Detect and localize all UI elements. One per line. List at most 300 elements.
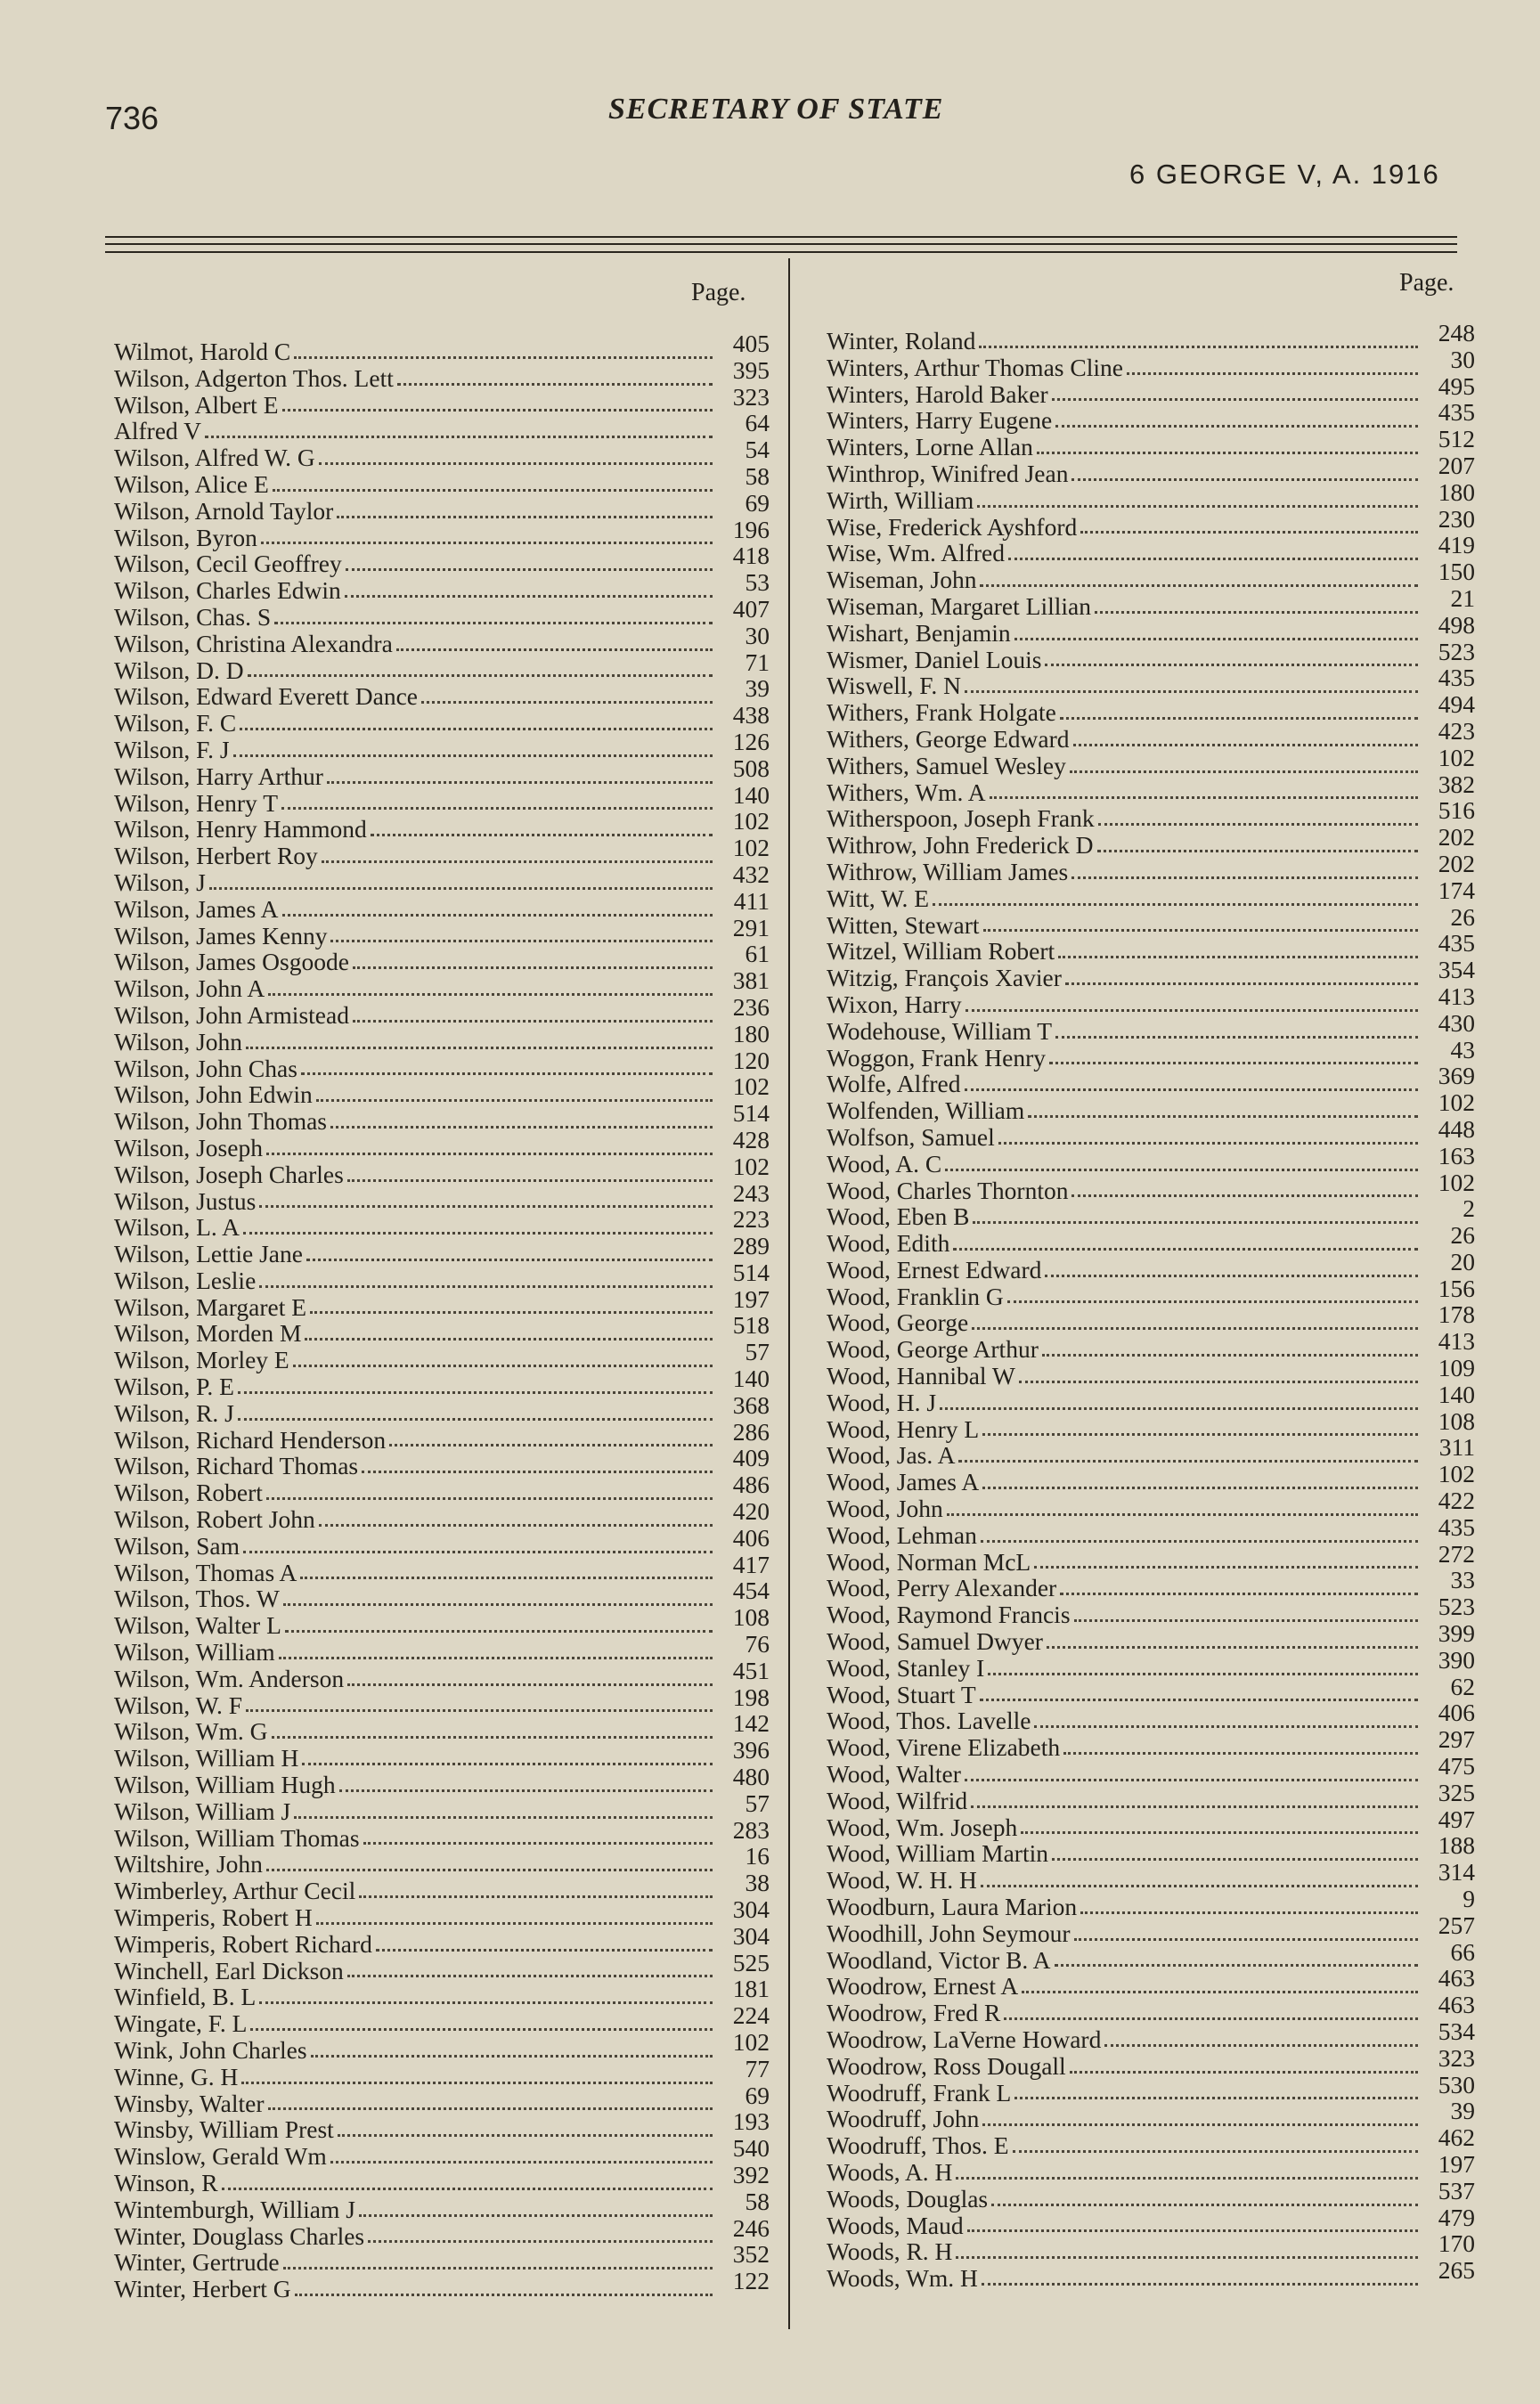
- index-entry: [114, 1948, 770, 1984]
- index-entry: [827, 1911, 1475, 1947]
- entry-page-number: 423: [1438, 716, 1475, 745]
- entry-page-number: 243: [732, 1178, 770, 1207]
- entry-name: Wolfenden, William: [827, 1096, 1025, 1125]
- index-entry: [114, 1390, 770, 1427]
- index-entry: [114, 1842, 770, 1878]
- dot-leader: [973, 1221, 1418, 1224]
- dot-leader: [266, 1869, 713, 1871]
- dot-leader: [363, 1842, 713, 1845]
- entry-name: Witt, W. E: [827, 884, 930, 912]
- entry-name: Winters, Harry Eugene: [827, 406, 1053, 435]
- entry-page-number: 102: [732, 834, 770, 862]
- entry-page-number: 314: [1438, 1858, 1475, 1887]
- index-entry: [114, 1683, 770, 1719]
- dot-leader: [205, 436, 713, 438]
- dot-leader: [967, 2229, 1418, 2232]
- dot-leader: [322, 860, 713, 863]
- entry-page-number: 26: [1450, 1221, 1475, 1250]
- entry-name: Wood, James A: [827, 1468, 980, 1496]
- entry-name: Witherspoon, Joseph Frank: [827, 804, 1095, 833]
- dot-leader: [953, 1248, 1418, 1251]
- index-entry: [827, 770, 1475, 806]
- entry-name: Wiswell, F. N: [827, 672, 961, 700]
- header-rule: [105, 243, 1457, 245]
- index-entry: [827, 1672, 1475, 1708]
- entry-page-number: 38: [745, 1869, 770, 1897]
- index-entry: [114, 1895, 770, 1932]
- entry-page-number: 486: [732, 1471, 770, 1499]
- entry-page-number: 257: [1438, 1911, 1475, 1939]
- dot-leader: [982, 2123, 1418, 2126]
- entry-name: Wood, Franklin G: [827, 1282, 1004, 1310]
- entry-name: Wirth, William: [827, 485, 974, 514]
- entry-name: Winsby, Walter: [114, 2089, 265, 2117]
- entry-page-number: 448: [1438, 1114, 1475, 1143]
- dot-leader: [389, 1444, 713, 1446]
- entry-name: Wilson, Richard Henderson: [114, 1425, 387, 1454]
- entry-name: Wilson, Adgerton Thos. Lett: [114, 363, 394, 392]
- index-entry: [827, 956, 1475, 992]
- dot-leader: [259, 2001, 713, 2004]
- dot-leader: [991, 2204, 1418, 2206]
- dot-leader: [330, 2161, 713, 2164]
- entry-name: Wilson, R. J: [114, 1398, 234, 1427]
- entry-page-number: 368: [732, 1390, 770, 1419]
- dot-leader: [1058, 956, 1418, 958]
- dot-leader: [981, 1540, 1418, 1543]
- dot-leader: [1008, 558, 1418, 560]
- entry-name: Wilson, John Thomas: [114, 1107, 328, 1136]
- entry-name: Wodehouse, William T: [827, 1016, 1053, 1045]
- entry-name: Wismer, Daniel Louis: [827, 645, 1042, 673]
- entry-page-number: 102: [732, 2028, 770, 2056]
- entry-name: Woods, Wm. H: [827, 2264, 978, 2293]
- entry-page-number: 102: [1438, 1088, 1475, 1117]
- entry-name: Wilson, Justus: [114, 1186, 257, 1215]
- index-entry: [827, 398, 1475, 435]
- index-entry: [114, 701, 770, 737]
- index-entry: [827, 1194, 1475, 1231]
- index-entry: [114, 940, 770, 976]
- entry-name: Wilson, Edward Everett Dance: [114, 682, 418, 711]
- index-entry: [827, 1752, 1475, 1789]
- index-entry: [827, 371, 1475, 408]
- index-entry: [114, 330, 770, 365]
- entry-name: Woodhill, John Seymour: [827, 1919, 1071, 1947]
- entry-name: Wood, George: [827, 1308, 969, 1337]
- dot-leader: [1073, 744, 1418, 746]
- entry-page-number: 16: [745, 1842, 770, 1870]
- entry-page-number: 463: [1438, 1991, 1475, 2019]
- entry-page-number: 54: [745, 436, 770, 464]
- index-entry: [114, 1311, 770, 1348]
- entry-page-number: 304: [732, 1895, 770, 1924]
- entry-page-number: 422: [1438, 1487, 1475, 1515]
- entry-name: Wiseman, Margaret Lillian: [827, 591, 1091, 620]
- entry-name: Woodrow, LaVerne Howard: [827, 2025, 1102, 2053]
- entry-name: Woggon, Frank Henry: [827, 1043, 1047, 1072]
- header-rule: [105, 251, 1457, 253]
- dot-leader: [359, 2214, 713, 2217]
- entry-page-number: 2: [1463, 1194, 1475, 1223]
- index-entry: [827, 451, 1475, 487]
- entry-name: Wilson, Cecil Geoffrey: [114, 550, 342, 578]
- entry-page-number: 223: [732, 1205, 770, 1234]
- dot-leader: [282, 914, 713, 917]
- entry-page-number: 508: [732, 754, 770, 782]
- dot-leader: [319, 1524, 713, 1527]
- entry-page-number: 30: [745, 621, 770, 649]
- dot-leader: [1042, 1354, 1418, 1357]
- dot-leader: [347, 1975, 713, 1977]
- entry-name: Wood, Raymond Francis: [827, 1601, 1071, 1629]
- dot-leader: [396, 648, 713, 651]
- index-entry: [114, 382, 770, 419]
- dot-leader: [1028, 1115, 1418, 1118]
- entry-page-number: 202: [1438, 823, 1475, 852]
- index-entry: [827, 1168, 1475, 1204]
- entry-page-number: 122: [732, 2267, 770, 2295]
- dot-leader: [990, 796, 1418, 799]
- entry-name: Wilson, Joseph Charles: [114, 1160, 344, 1188]
- entry-name: Wilson, William: [114, 1638, 275, 1667]
- dot-leader: [330, 940, 713, 942]
- dot-leader: [371, 834, 713, 836]
- entry-page-number: 126: [732, 727, 770, 755]
- entry-name: Wood, Thos. Lavelle: [827, 1707, 1031, 1735]
- entry-name: Winters, Lorne Allan: [827, 433, 1033, 461]
- index-entry: [827, 2097, 1475, 2133]
- entry-name: Wishart, Benjamin: [827, 618, 1011, 647]
- entry-page-number: 102: [1438, 1460, 1475, 1488]
- dot-leader: [274, 622, 713, 624]
- dot-leader: [947, 1513, 1418, 1516]
- entry-page-number: 497: [1438, 1805, 1475, 1833]
- index-entry: [827, 743, 1475, 779]
- dot-leader: [1045, 664, 1418, 666]
- entry-name: Winne, G. H: [114, 2062, 239, 2090]
- entry-page-number: 57: [745, 1338, 770, 1366]
- dot-leader: [1060, 1593, 1418, 1595]
- dot-leader: [983, 929, 1419, 932]
- index-entry: [827, 1274, 1475, 1310]
- entry-name: Wood, Perry Alexander: [827, 1574, 1057, 1602]
- entry-page-number: 197: [732, 1284, 770, 1313]
- entry-name: Withers, Wm. A: [827, 778, 986, 806]
- dot-leader: [345, 595, 713, 598]
- dot-leader: [1055, 1964, 1418, 1967]
- entry-page-number: 197: [1438, 2149, 1475, 2178]
- entry-name: Winter, Gertrude: [114, 2248, 280, 2277]
- entry-page-number: 475: [1438, 1752, 1475, 1781]
- index-entry: [114, 1338, 770, 1374]
- dot-leader: [980, 1699, 1418, 1701]
- index-entry: [827, 1141, 1475, 1178]
- index-entry: [827, 2256, 1475, 2293]
- index-entry: [114, 2134, 770, 2171]
- entry-name: Winfield, B. L: [114, 1983, 257, 2011]
- dot-leader: [1013, 2150, 1418, 2153]
- entry-page-number: 120: [732, 1046, 770, 1074]
- dot-leader: [248, 674, 713, 677]
- dot-leader: [1074, 1619, 1418, 1622]
- index-entry: [114, 1736, 770, 1772]
- dot-leader: [302, 1763, 713, 1765]
- entry-name: Woods, Maud: [827, 2211, 964, 2239]
- dot-leader: [353, 966, 713, 969]
- index-entry: [827, 504, 1475, 541]
- dot-leader: [1127, 372, 1418, 375]
- entry-page-number: 33: [1450, 1566, 1475, 1594]
- entry-name: Wilson, Christina Alexandra: [114, 629, 393, 657]
- entry-name: Wilmot, Harold C: [114, 338, 291, 365]
- entry-name: Wolfe, Alfred: [827, 1070, 961, 1098]
- entry-name: Wood, Virene Elizabeth: [827, 1733, 1061, 1762]
- index-entry: [827, 1937, 1475, 1974]
- index-entry: [114, 542, 770, 578]
- page-column-heading-left: Page.: [691, 279, 746, 306]
- entry-name: Wilson, James Kenny: [114, 921, 328, 949]
- entry-page-number: 399: [1438, 1619, 1475, 1648]
- dot-leader: [338, 2134, 713, 2137]
- index-entry: [114, 1417, 770, 1454]
- entry-page-number: 382: [1438, 770, 1475, 798]
- dot-leader: [222, 2188, 713, 2190]
- index-entry: [827, 1035, 1475, 1072]
- entry-page-number: 390: [1438, 1645, 1475, 1674]
- entry-name: Wood, A. C: [827, 1149, 942, 1178]
- dot-leader: [1007, 1300, 1418, 1303]
- dot-leader: [285, 1630, 713, 1633]
- entry-name: Wilson, William H: [114, 1744, 299, 1772]
- entry-page-number: 246: [732, 2213, 770, 2242]
- index-entry: [114, 1975, 770, 2011]
- entry-page-number: 480: [732, 1763, 770, 1791]
- dot-leader: [1022, 1991, 1418, 1993]
- dot-leader: [1097, 850, 1418, 852]
- dot-leader: [243, 1232, 713, 1235]
- entry-page-number: 286: [732, 1417, 770, 1446]
- index-entry: [114, 1444, 770, 1480]
- entry-name: Wilson, Sam: [114, 1531, 240, 1560]
- index-entry: [114, 1019, 770, 1055]
- dot-leader: [1052, 398, 1418, 401]
- dot-leader: [1080, 1911, 1418, 1914]
- index-entry: [114, 1072, 770, 1109]
- index-entry: [114, 1205, 770, 1242]
- entry-name: Woodruff, John: [827, 2105, 980, 2133]
- entry-page-number: 102: [732, 807, 770, 835]
- index-entry: [114, 1365, 770, 1401]
- dot-leader: [241, 2082, 713, 2084]
- dot-leader: [1055, 1036, 1418, 1039]
- entry-name: Wilson, Leslie: [114, 1266, 257, 1294]
- entry-page-number: 430: [1438, 1008, 1475, 1037]
- index-entry: [827, 982, 1475, 1018]
- entry-name: Wixon, Harry: [827, 990, 962, 1018]
- entry-page-number: 170: [1438, 2229, 1475, 2258]
- entry-name: Winters, Harold Baker: [827, 379, 1048, 408]
- entry-name: Wilson, F. C: [114, 709, 237, 737]
- entry-page-number: 323: [732, 382, 770, 411]
- entry-page-number: 451: [732, 1656, 770, 1684]
- dot-leader: [316, 1922, 713, 1925]
- entry-page-number: 463: [1438, 1964, 1475, 1992]
- index-entry: [114, 992, 770, 1029]
- entry-name: Wood, Eben B: [827, 1202, 970, 1231]
- index-entry: [114, 1284, 770, 1321]
- index-entry: [114, 2187, 770, 2223]
- index-entry: [114, 621, 770, 657]
- dot-leader: [305, 1338, 713, 1341]
- entry-name: Wilson, William J: [114, 1797, 291, 1825]
- dot-leader: [283, 1603, 713, 1606]
- dot-leader: [238, 1391, 713, 1394]
- entry-name: Wood, Stuart T: [827, 1680, 976, 1708]
- dot-leader: [1104, 2044, 1418, 2047]
- index-entry: [114, 1869, 770, 1905]
- dot-leader: [940, 1407, 1418, 1410]
- index-entry: [827, 1062, 1475, 1098]
- entry-name: Wood, Samuel Dwyer: [827, 1627, 1043, 1656]
- dot-leader: [1034, 1725, 1418, 1728]
- entry-page-number: 297: [1438, 1725, 1475, 1754]
- dot-leader: [421, 701, 713, 704]
- index-entry: [114, 2267, 770, 2303]
- index-entry: [114, 1099, 770, 1136]
- entry-page-number: 418: [732, 542, 770, 570]
- dot-leader: [294, 356, 713, 359]
- dot-leader: [266, 1497, 713, 1500]
- entry-page-number: 413: [1438, 1327, 1475, 1356]
- index-entry: [827, 2176, 1475, 2212]
- entry-page-number: 352: [732, 2240, 770, 2269]
- index-entry: [114, 2081, 770, 2117]
- entry-name: Wise, Wm. Alfred: [827, 539, 1006, 567]
- entry-page-number: 494: [1438, 690, 1475, 719]
- entry-page-number: 289: [732, 1232, 770, 1260]
- entry-page-number: 523: [1438, 637, 1475, 665]
- dot-leader: [259, 1205, 713, 1208]
- entry-page-number: 224: [732, 2001, 770, 2030]
- entry-page-number: 102: [732, 1152, 770, 1180]
- entry-name: Wilson, William Thomas: [114, 1823, 360, 1852]
- dot-leader: [306, 1259, 713, 1261]
- entry-name: Wilson, Robert John: [114, 1505, 315, 1534]
- index-entry: [827, 2123, 1475, 2160]
- entry-name: Wilson, D. D: [114, 656, 244, 684]
- index-entry: [827, 637, 1475, 673]
- entry-page-number: 196: [732, 515, 770, 543]
- entry-page-number: 150: [1438, 558, 1475, 586]
- entry-name: Wilson, Henry T: [114, 788, 278, 817]
- entry-page-number: 236: [732, 992, 770, 1021]
- dot-leader: [330, 1126, 713, 1129]
- page-column-heading-right: Page.: [1399, 269, 1454, 297]
- entry-page-number: 140: [1438, 1380, 1475, 1408]
- dot-leader: [293, 1365, 713, 1367]
- index-entry: [114, 1656, 770, 1692]
- entry-name: Wilson, Margaret E: [114, 1292, 307, 1321]
- index-entry: [827, 1433, 1475, 1470]
- entry-name: Wood, Norman McL: [827, 1547, 1031, 1576]
- entry-page-number: 413: [1438, 982, 1475, 1010]
- dot-leader: [240, 728, 713, 730]
- entry-page-number: 369: [1438, 1062, 1475, 1090]
- entry-name: Wilson, Albert E: [114, 390, 279, 419]
- entry-name: Withers, George Edward: [827, 724, 1070, 753]
- entry-page-number: 479: [1438, 2203, 1475, 2231]
- index-entry: [827, 1487, 1475, 1523]
- entry-name: Winslow, Gerald Wm: [114, 2142, 327, 2171]
- entry-page-number: 325: [1438, 1778, 1475, 1806]
- entry-page-number: 498: [1438, 610, 1475, 639]
- index-entry: [114, 1178, 770, 1215]
- dot-leader: [238, 1418, 713, 1421]
- dot-leader: [1047, 1646, 1418, 1649]
- entry-name: Winters, Arthur Thomas Cline: [827, 353, 1123, 381]
- index-entry: [827, 477, 1475, 514]
- dot-leader: [982, 1433, 1418, 1436]
- entry-name: Winter, Roland: [827, 327, 976, 354]
- entry-page-number: 207: [1438, 451, 1475, 479]
- entry-name: Wood, Wilfrid: [827, 1786, 968, 1814]
- entry-name: Wiltshire, John: [114, 1850, 263, 1878]
- index-column-left: [114, 330, 770, 2303]
- entry-page-number: 43: [1450, 1035, 1475, 1063]
- entry-name: Withrow, William James: [827, 857, 1069, 885]
- index-entry: [114, 1789, 770, 1825]
- index-entry: [827, 664, 1475, 700]
- entry-name: Wilson, Wm. G: [114, 1717, 268, 1746]
- entry-page-number: 180: [1438, 477, 1475, 506]
- index-entry: [114, 1152, 770, 1188]
- entry-page-number: 53: [745, 568, 770, 597]
- dot-leader: [1019, 1381, 1418, 1383]
- index-entry: [114, 834, 770, 870]
- entry-name: Wilson, James Osgoode: [114, 948, 349, 976]
- entry-page-number: 406: [732, 1523, 770, 1552]
- entry-name: Winsby, William Prest: [114, 2115, 334, 2144]
- entry-name: Wood, Stanley I: [827, 1653, 985, 1682]
- entry-page-number: 435: [1438, 1512, 1475, 1541]
- entry-page-number: 512: [1438, 425, 1475, 453]
- entry-name: Wood, Edith: [827, 1229, 950, 1258]
- index-entry: [114, 1523, 770, 1560]
- index-entry: [114, 1550, 770, 1586]
- entry-page-number: 462: [1438, 2123, 1475, 2152]
- entry-name: Wilson, John Chas: [114, 1054, 297, 1082]
- index-entry: [827, 929, 1475, 966]
- entry-page-number: 392: [732, 2160, 770, 2188]
- entry-page-number: 230: [1438, 504, 1475, 533]
- index-entry: [827, 1858, 1475, 1895]
- entry-name: Wilson, F. J: [114, 735, 230, 763]
- dot-leader: [956, 2256, 1418, 2259]
- index-entry: [114, 355, 770, 392]
- entry-name: Wood, Hannibal W: [827, 1362, 1015, 1390]
- entry-page-number: 248: [1438, 319, 1475, 346]
- index-entry: [114, 886, 770, 923]
- entry-name: Withers, Frank Holgate: [827, 698, 1056, 727]
- index-entry: [827, 1247, 1475, 1283]
- entry-name: Winter, Herbert G: [114, 2275, 291, 2303]
- dot-leader: [250, 2028, 713, 2031]
- dot-leader: [980, 584, 1418, 587]
- dot-leader: [272, 1736, 713, 1739]
- entry-page-number: 140: [732, 780, 770, 809]
- entry-page-number: 534: [1438, 2017, 1475, 2045]
